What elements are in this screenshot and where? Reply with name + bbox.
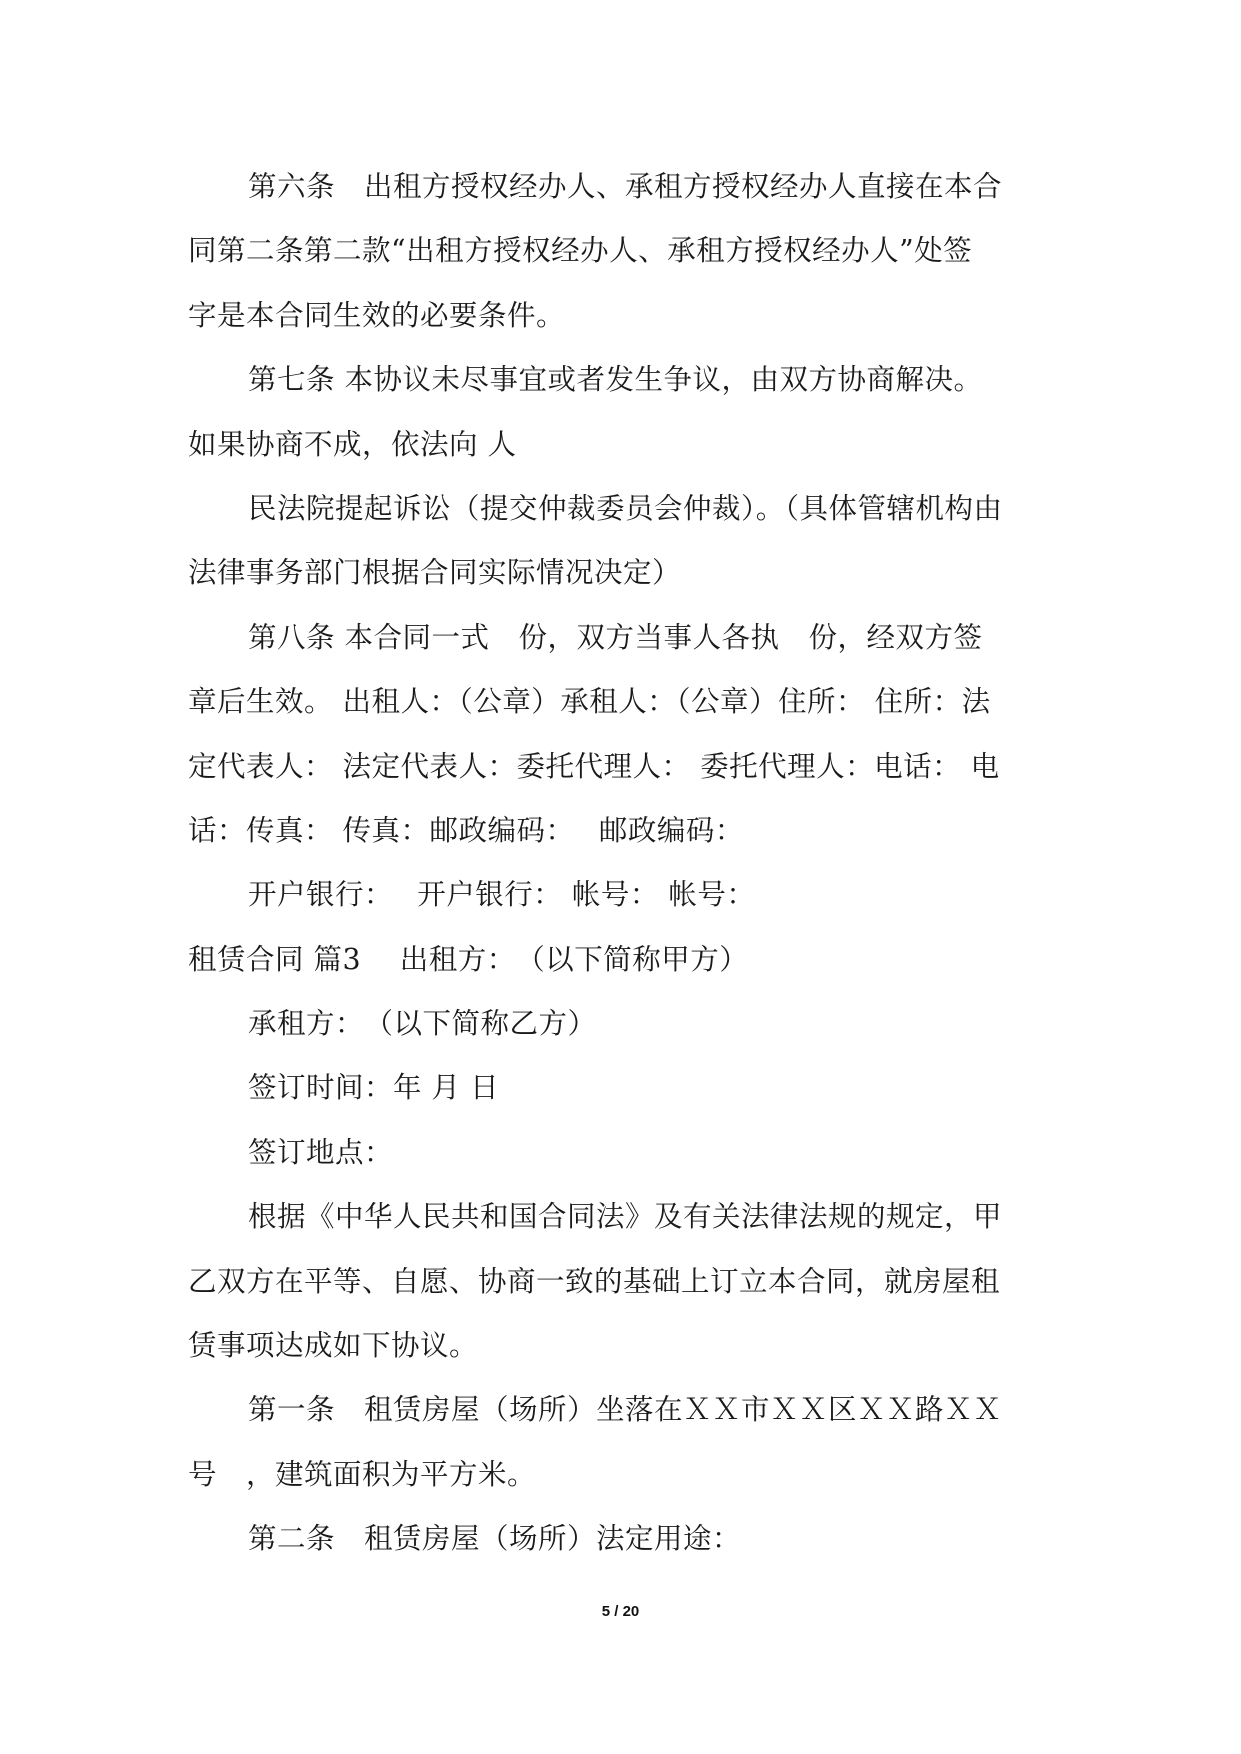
document-body xyxy=(188,155,1058,1572)
text-line: 乙双方在平等、自愿、协商一致的基础上订立本合同，就房屋租 xyxy=(188,1264,1001,1298)
text-line: 定代表人： 法定代表人：委托代理人： 委托代理人：电话： 电 xyxy=(188,749,1000,783)
text-line: 签订时间：年 月 日 xyxy=(248,1071,500,1105)
text-line: 租赁合同 篇3 出租方： （以下简称甲方） xyxy=(188,942,749,976)
text-line: 民法院提起诉讼（提交仲裁委员会仲裁）。（具体管辖机构由 xyxy=(248,491,1003,525)
text-line: 章后生效。 出租人：（公章）承租人：（公章）住所： 住所：法 xyxy=(188,685,991,719)
text-line: 第一条 租赁房屋（场所）坐落在ＸＸ市ＸＸ区ＸＸ路ＸＸ xyxy=(248,1393,1003,1427)
page-number: 5 / 20 xyxy=(601,1603,640,1620)
text-line: 第二条 租赁房屋（场所）法定用途： xyxy=(248,1522,742,1556)
text-line: 号 ，建筑面积为平方米。 xyxy=(188,1457,537,1491)
text-line: 签订地点： xyxy=(248,1135,394,1169)
text-line: 承租方： （以下简称乙方） xyxy=(248,1007,597,1041)
text-line: 字是本合同生效的必要条件。 xyxy=(188,298,566,332)
text-line: 第六条 出租方授权经办人、承租方授权经办人直接在本合 xyxy=(248,170,1003,203)
text-line: 第七条 本协议未尽事宜或者发生争议，由双方协商解决。 xyxy=(248,363,983,397)
text-line: 话：传真： 传真：邮政编码： 邮政编码： xyxy=(188,813,744,847)
text-line: 开户银行： 开户银行： 帐号： 帐号： xyxy=(248,878,756,912)
text-line: 如果协商不成，依法向 人 xyxy=(188,427,517,461)
text-line: 根据《中华人民共和国合同法》及有关法律法规的规定，甲 xyxy=(248,1200,1003,1234)
text-line: 法律事务部门根据合同实际情况决定） xyxy=(188,556,682,590)
text-line: 第八条 本合同一式 份，双方当事人各执 份，经双方签 xyxy=(248,620,983,654)
text-line: 同第二条第二款“出租方授权经办人、承租方授权经办人”处签 xyxy=(188,234,973,268)
text-line: 赁事项达成如下协议。 xyxy=(188,1329,479,1363)
